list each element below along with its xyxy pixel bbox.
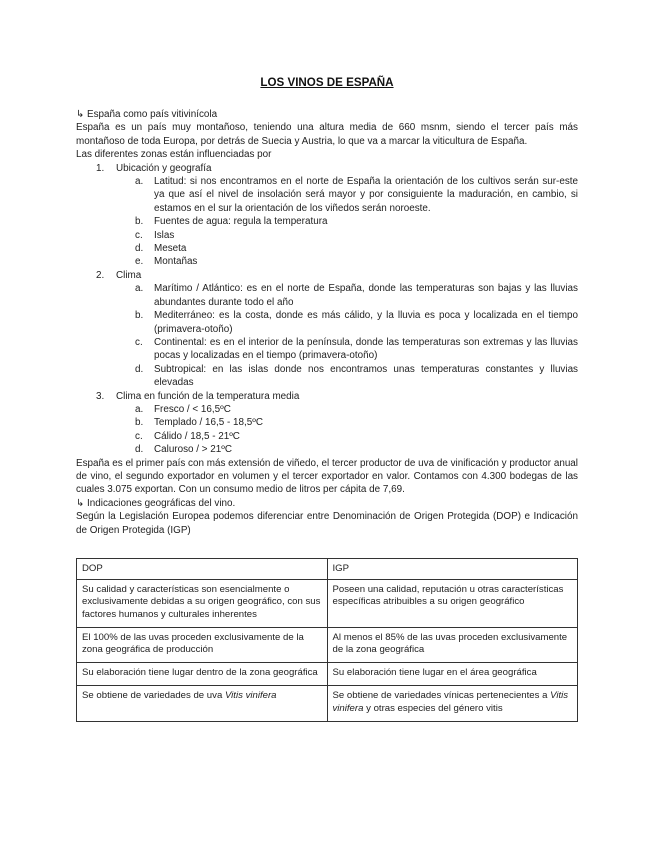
- sub-letter: a.: [135, 176, 144, 188]
- sub-text: Islas: [154, 229, 175, 241]
- cell-italic-species: Vitis vinifera: [224, 690, 277, 702]
- sub-item: [135, 282, 578, 309]
- sub-text: Meseta: [154, 243, 187, 255]
- list-item: [76, 269, 578, 282]
- factors-list: [76, 162, 578, 457]
- sub-item: [135, 309, 578, 336]
- table-cell: Al menos el 85% de las uvas proceden exclusivamente de la zona geográfica: [327, 627, 578, 662]
- sub-letter: a.: [135, 403, 144, 415]
- sub-text: Marítimo / Atlántico: es en el norte de España, donde las temperaturas son bajas y las lluvias abundantes durante todo el año: [154, 283, 578, 308]
- sub-letter: d.: [135, 243, 144, 255]
- cell-italic-species: Vitis vinifera: [332, 690, 569, 714]
- table-cell: Su elaboración tiene lugar en el área geográfica: [327, 663, 578, 686]
- sub-letter: e.: [135, 256, 144, 268]
- list-item: [76, 390, 578, 403]
- legislation-paragraph: Según la Legislación Europea podemos diferenciar entre Denominación de Origen Protegida (DOP) e Indicación de Origen Protegida (IGP): [76, 511, 578, 536]
- sub-letter: b.: [135, 310, 144, 322]
- table-cell: [327, 686, 578, 721]
- table-row: [77, 580, 578, 628]
- table-cell: Su elaboración tiene lugar dentro de la zona geográfica: [77, 663, 328, 686]
- cell-text: Se obtiene de variedades vínicas pertenecientes a: [332, 690, 551, 702]
- sub-letter: a.: [135, 283, 144, 295]
- sub-text: Mediterráneo: es la costa, donde es más cálido, y la lluvia es poca y localizada en el tiempo (primavera-otoño): [154, 310, 578, 335]
- section-heading-indicaciones: ↳ Indicaciones geográficas del vino.: [76, 497, 236, 509]
- sub-item: [135, 363, 578, 390]
- table-cell: Poseen una calidad, reputación u otras características específicas atribuibles a su origen geográfico: [327, 580, 578, 628]
- cell-text: Se obtiene de variedades de uva: [82, 690, 225, 702]
- table-cell: El 100% de las uvas proceden exclusivamente de la zona geográfica de producción: [77, 627, 328, 662]
- sub-letter: b.: [135, 216, 144, 228]
- table-row: [77, 627, 578, 662]
- intro-paragraph: España es un país muy montañoso, teniendo una altura media de 660 msnm, siendo el tercer país más montañoso de toda Europa, por detrás de Suecia y Austria, lo que va a marcar la viticultura de España.: [76, 122, 578, 147]
- list-number: 1.: [96, 162, 105, 174]
- list-number: 3.: [96, 390, 105, 402]
- sub-item: [135, 229, 578, 242]
- table-cell: [77, 686, 328, 721]
- sub-letter: d.: [135, 444, 144, 456]
- sub-item: [135, 336, 578, 363]
- sub-letter: c.: [135, 229, 143, 241]
- sub-text: Templado / 16,5 - 18,5ºC: [154, 417, 263, 429]
- sub-item: [135, 416, 578, 429]
- sub-text: Fuentes de agua: regula la temperatura: [154, 216, 328, 228]
- zones-intro: Las diferentes zonas están influenciadas por: [76, 149, 272, 161]
- table-header-row: [77, 559, 578, 580]
- dop-igp-table: [76, 558, 578, 722]
- cell-text: y otras especies del género vitis: [363, 702, 503, 714]
- list-item: [76, 162, 578, 175]
- table-row: [77, 686, 578, 721]
- dop-igp-table-wrapper: [76, 558, 578, 722]
- sub-letter: c.: [135, 336, 143, 348]
- sub-letter: b.: [135, 417, 144, 429]
- sub-letter: c.: [135, 430, 143, 442]
- table-header-dop: DOP: [77, 559, 328, 580]
- sub-text: Fresco / < 16,5ºC: [154, 403, 231, 415]
- sub-item: [135, 255, 578, 268]
- sub-text: Montañas: [154, 256, 198, 268]
- sub-item: [135, 175, 578, 215]
- sub-item: [135, 403, 578, 416]
- list-number: 2.: [96, 269, 105, 281]
- sub-item: [135, 443, 578, 456]
- sub-text: Continental: es en el interior de la península, donde las temperaturas son extremas y las lluvias pocas y localizadas en el tiempo (primavera-otoño): [154, 336, 578, 362]
- list-label: Clima en función de la temperatura media: [116, 390, 300, 402]
- list-label: Ubicación y geografía: [116, 162, 212, 174]
- table-header-igp: IGP: [327, 559, 578, 580]
- sub-item: [135, 215, 578, 228]
- page-title: LOS VINOS DE ESPAÑA: [260, 76, 394, 89]
- document-body: [76, 108, 578, 537]
- table-row: [77, 663, 578, 686]
- sub-text: Caluroso / > 21ºC: [154, 444, 232, 456]
- sub-text: Latitud: si nos encontramos en el norte de España la orientación de los cultivos serán sur-este ya que así el nivel de insolación será mayor y por consiguiente la maduración, en cambio, si estamos en el sur la orientación de los viñedos serán noroeste.: [154, 176, 578, 214]
- production-paragraph: España es el primer país con más extensión de viñedo, el tercer productor de uva de vinificación y productor anual de vino, el segundo exportador en volumen y el tercer exportador en valor. Contamos con 4.300 bodegas de las cuales 3.075 exportan. Con un consumo medio de litros per cápita de 7,69.: [76, 457, 578, 496]
- section-heading-vitivinicola: ↳ España como país vitivinícola: [76, 109, 218, 120]
- sub-letter: d.: [135, 363, 144, 375]
- list-label: Clima: [116, 269, 142, 281]
- sub-item: [135, 430, 578, 443]
- sub-item: [135, 242, 578, 255]
- sub-text: Subtropical: en las islas donde nos encontramos unas temperaturas constantes y lluvias elevadas: [154, 363, 578, 389]
- sub-text: Cálido / 18,5 - 21ºC: [154, 430, 240, 442]
- table-cell: Su calidad y características son esencialmente o exclusivamente debidas a su origen geográfico, con sus factores humanos y culturales inherentes: [77, 580, 328, 628]
